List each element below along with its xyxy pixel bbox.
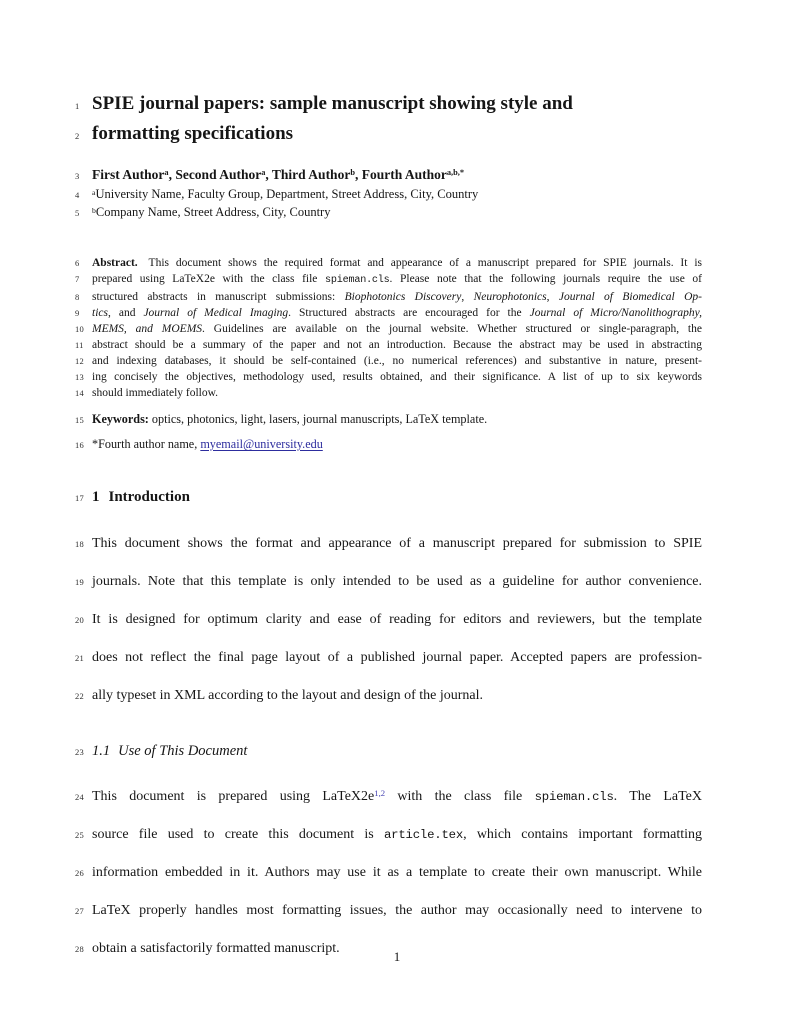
text-segment: Journal of Micro/Nanolithography, bbox=[529, 307, 702, 319]
line-number: 13 bbox=[75, 372, 84, 382]
text-segment: does not reflect the final page layout of a published journal paper. Accepted papers are profession- bbox=[92, 650, 702, 665]
line-4 bbox=[75, 186, 702, 204]
text-segment: University Name, Faculty Group, Department, Street Address, City, Country bbox=[95, 187, 479, 201]
line-number: 27 bbox=[75, 906, 84, 916]
text-segment: a,b,* bbox=[446, 168, 465, 178]
line-number: 22 bbox=[75, 691, 84, 701]
line-21 bbox=[75, 639, 702, 677]
text-segment: formatting specifications bbox=[92, 123, 294, 144]
text-segment: spieman.cls bbox=[325, 275, 390, 286]
text-segment: article.tex bbox=[383, 828, 464, 842]
text-segment: source file used to create this document is bbox=[92, 827, 384, 842]
line-27 bbox=[75, 892, 702, 930]
line-number: 28 bbox=[75, 944, 84, 954]
line-text bbox=[92, 639, 702, 676]
text-segment: should immediately follow. bbox=[92, 387, 219, 399]
text-segment: MEMS, and MOEMS bbox=[92, 323, 203, 335]
line-number: 14 bbox=[75, 388, 84, 398]
text-segment: a bbox=[164, 168, 169, 178]
text-segment: *Fourth author name, bbox=[92, 437, 201, 451]
citation-link[interactable]: 1,2 bbox=[374, 788, 386, 799]
text-segment: Company Name, Street Address, City, Country bbox=[95, 205, 331, 219]
line-number: 23 bbox=[75, 747, 84, 757]
line-23 bbox=[75, 741, 702, 762]
line-number: 2 bbox=[75, 131, 80, 141]
line-number: 21 bbox=[75, 653, 84, 663]
line-number: 16 bbox=[75, 440, 84, 450]
text-segment: ally typeset in XML according to the layout and design of the journal. bbox=[92, 688, 483, 703]
text-segment: a bbox=[261, 168, 266, 178]
line-number: 1 bbox=[75, 101, 80, 111]
line-text bbox=[92, 186, 702, 204]
text-segment: abstract should be a summary of the paper and not an introduction. Because the abstract may be used in abstracting bbox=[92, 339, 702, 351]
line-17 bbox=[75, 487, 702, 508]
text-segment: , Third Author bbox=[265, 167, 351, 182]
line-text bbox=[92, 353, 702, 369]
page-number: 1 bbox=[393, 949, 401, 964]
line-13 bbox=[75, 369, 702, 385]
text-segment: prepared using LaTeX2e with the class file bbox=[92, 273, 325, 285]
line-3 bbox=[75, 166, 702, 186]
text-segment: b bbox=[92, 205, 96, 215]
text-segment: b bbox=[350, 168, 355, 178]
line-number: 3 bbox=[75, 171, 80, 181]
text-segment: 1 bbox=[92, 489, 100, 505]
line-1 bbox=[75, 90, 702, 120]
line-number: 25 bbox=[75, 830, 84, 840]
line-text bbox=[92, 601, 702, 638]
line-10 bbox=[75, 321, 702, 337]
line-25 bbox=[75, 816, 702, 854]
line-18 bbox=[75, 525, 702, 563]
line-text bbox=[92, 321, 702, 337]
line-number: 8 bbox=[75, 292, 80, 302]
line-text bbox=[92, 369, 702, 385]
line-text bbox=[92, 525, 702, 562]
text-segment: structured abstracts in manuscript submissions: bbox=[92, 291, 345, 303]
line-number: 26 bbox=[75, 868, 84, 878]
line-12 bbox=[75, 353, 702, 369]
text-segment: Keywords: bbox=[92, 412, 152, 426]
line-text bbox=[92, 120, 702, 148]
text-segment: First Author bbox=[92, 167, 165, 182]
text-segment: Neurophotonics bbox=[473, 291, 547, 303]
line-text bbox=[92, 166, 702, 186]
text-segment: information embedded in it. Authors may use it as a template to create their own manuscript. While bbox=[92, 865, 702, 880]
line-11 bbox=[75, 337, 702, 353]
text-segment: SPIE journal papers: sample manuscript showing style and bbox=[92, 93, 573, 114]
text-segment: . Please note that the following journals require the use of bbox=[389, 273, 702, 285]
line-text bbox=[92, 385, 702, 401]
line-22 bbox=[75, 677, 702, 715]
text-segment: Use of This Document bbox=[118, 743, 248, 759]
text-segment: It is designed for optimum clarity and ease of reading for editors and reviewers, but the template bbox=[92, 612, 702, 627]
line-text bbox=[92, 436, 702, 453]
line-text bbox=[92, 563, 702, 600]
line-text bbox=[92, 255, 702, 271]
line-text bbox=[92, 741, 702, 761]
text-segment: Biophotonics Discovery bbox=[344, 291, 462, 303]
line-6 bbox=[75, 255, 702, 271]
text-segment: 1.1 bbox=[92, 743, 111, 759]
line-number: 6 bbox=[75, 258, 80, 268]
text-segment: tics bbox=[92, 307, 108, 319]
text-segment: journals. Note that this template is only intended to be used as a guideline for author convenience. bbox=[92, 574, 702, 589]
line-number: 5 bbox=[75, 208, 80, 218]
text-segment: Abstract. bbox=[92, 257, 145, 269]
text-segment: Journal of Medical Imaging bbox=[143, 307, 289, 319]
line-number: 20 bbox=[75, 615, 84, 625]
line-number: 4 bbox=[75, 190, 80, 200]
text-segment: . Guidelines are available on the journal website. Whether structured or single-paragraph, the bbox=[202, 323, 702, 335]
line-number: 24 bbox=[75, 792, 84, 802]
line-text bbox=[92, 892, 702, 929]
line-15 bbox=[75, 411, 702, 429]
text-segment: with the class file bbox=[385, 789, 535, 804]
line-number: 11 bbox=[75, 340, 84, 350]
text-segment: This document shows the format and appearance of a manuscript prepared for submission to SPIE bbox=[92, 536, 702, 551]
line-text bbox=[92, 305, 702, 321]
text-segment: Introduction bbox=[108, 489, 190, 505]
line-text bbox=[92, 337, 702, 353]
text-segment: . Structured abstracts are encouraged for the bbox=[288, 307, 530, 319]
text-segment: , Second Author bbox=[168, 167, 262, 182]
line-number: 9 bbox=[75, 308, 80, 318]
line-number: 15 bbox=[75, 415, 84, 425]
line-number: 17 bbox=[75, 493, 84, 503]
text-segment: optics, photonics, light, lasers, journal manuscripts, LaTeX template. bbox=[151, 412, 488, 426]
text-segment: , bbox=[546, 291, 559, 303]
text-segment: ing concisely the objectives, methodology used, results obtained, and their significance. A list of up to six keywords bbox=[92, 371, 702, 383]
text-segment: This document is prepared using LaTeX2e bbox=[92, 789, 375, 804]
text-segment: spieman.cls bbox=[534, 790, 614, 804]
line-14 bbox=[75, 385, 702, 401]
text-segment: a bbox=[92, 187, 96, 197]
line-text bbox=[92, 90, 702, 118]
text-segment: , bbox=[461, 291, 474, 303]
text-segment: and indexing databases, it should be self-contained (i.e., no numerical references) and substantive in nature, present- bbox=[92, 355, 702, 367]
line-number: 12 bbox=[75, 356, 84, 366]
line-text bbox=[92, 778, 702, 816]
line-5 bbox=[75, 204, 702, 222]
line-text bbox=[92, 271, 702, 289]
line-number: 18 bbox=[75, 539, 84, 549]
line-8 bbox=[75, 289, 702, 305]
line-2 bbox=[75, 120, 702, 150]
line-text bbox=[92, 854, 702, 891]
line-text bbox=[92, 411, 702, 428]
line-16 bbox=[75, 436, 702, 454]
text-segment: Journal of Biomedical Op- bbox=[558, 291, 703, 303]
text-segment: obtain a satisfactorily formatted manuscript. bbox=[92, 941, 340, 956]
email-link[interactable]: myemail@university.edu bbox=[200, 437, 323, 451]
line-19 bbox=[75, 563, 702, 601]
manuscript-lines bbox=[75, 90, 702, 968]
line-number: 10 bbox=[75, 324, 84, 334]
line-7 bbox=[75, 271, 702, 289]
line-text bbox=[92, 677, 702, 714]
line-text bbox=[92, 487, 702, 507]
text-segment: , and bbox=[107, 307, 144, 319]
text-segment: LaTeX properly handles most formatting issues, the author may occasionally need to intervene to bbox=[92, 903, 702, 918]
line-20 bbox=[75, 601, 702, 639]
line-number: 7 bbox=[75, 274, 80, 284]
line-26 bbox=[75, 854, 702, 892]
line-text bbox=[92, 204, 702, 222]
text-segment: This document shows the required format and appearance of a manuscript prepared for SPIE journals. It is bbox=[148, 257, 702, 269]
line-text bbox=[92, 816, 702, 854]
line-text bbox=[92, 289, 702, 305]
text-segment: , Fourth Author bbox=[354, 167, 447, 182]
line-24 bbox=[75, 778, 702, 816]
text-segment: . The LaTeX bbox=[613, 789, 702, 804]
text-segment: , which contains important formatting bbox=[463, 827, 702, 842]
line-number: 19 bbox=[75, 577, 84, 587]
line-9 bbox=[75, 305, 702, 321]
